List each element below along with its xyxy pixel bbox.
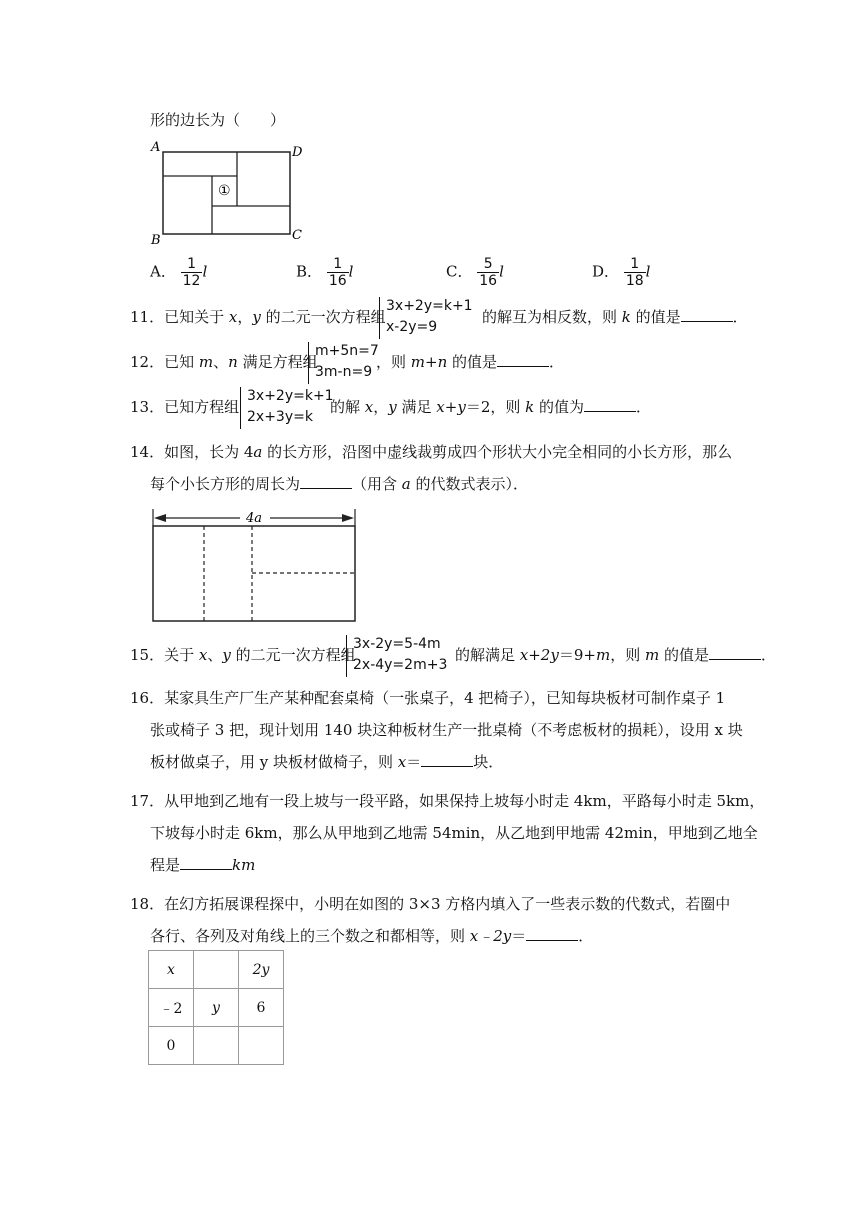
grid-cell: x [149, 951, 194, 989]
q18-answer-blank[interactable] [526, 926, 578, 941]
q14-width-label: 4a [246, 511, 263, 526]
q13-text-right: 的解 x，y 满足 x+y＝2，则 k 的值为 ． [330, 398, 652, 416]
option-c[interactable]: C． $\frac{5}{16}$ l [446, 256, 504, 289]
q12-text-left: 12．已知 m、n 满足方程组 [130, 353, 318, 371]
q13-text-left: 13．已知方程组 [130, 398, 240, 416]
q18-line-1: 18．在幻方拓展课程探中，小明在如图的 3×3 方格内填入了一些表示数的代数式，若圈中 [130, 895, 731, 913]
q13-system: 3x+2y=k+1 2x+3y=k [247, 388, 334, 425]
q12-brace [308, 342, 309, 384]
grid-cell: ﹣2 [149, 989, 194, 1027]
magic-square-grid [148, 950, 284, 1065]
q17-line-2: 下坡每小时走 6km，那么从甲地到乙地需 54min，从乙地到甲地需 42min，甲地到乙地全 [150, 824, 758, 842]
q15-brace [346, 635, 347, 677]
q11-brace [379, 297, 380, 339]
q11-answer-blank[interactable] [681, 307, 733, 322]
grid-cell: y [194, 989, 239, 1027]
q15-answer-blank[interactable] [709, 645, 761, 660]
q12-text-right: ，则 m+n 的值是 ． [376, 353, 565, 371]
q14-line-2: 每个小长方形的周长为 （用含 a 的代数式表示）． [150, 475, 529, 493]
q15-system: 3x-2y=5-4m 2x-4y=2m+3 [353, 636, 448, 673]
q12-answer-blank[interactable] [497, 352, 549, 367]
q11-text-left: 11．已知关于 x，y 的二元一次方程组 [130, 308, 386, 326]
q16-line-2: 张或椅子 3 把，现计划用 140 块这种板材生产一批桌椅（不考虑板材的损耗），设用 x 块 [150, 721, 743, 739]
label-d: D [292, 145, 303, 160]
grid-cell: 2y [239, 951, 284, 989]
grid-cell [239, 1027, 284, 1065]
q15-text-right: 的解满足 x+2y＝9+m，则 m 的值是 ． [455, 646, 776, 664]
option-a[interactable]: A． $\frac{1}{12}$ l [150, 256, 208, 289]
q16-line-1: 16．某家具生产厂生产某种配套桌椅（一张桌子，4 把椅子），已知每块板材可制作桌子 1 [130, 689, 726, 707]
grid-cell: 0 [149, 1027, 194, 1065]
q14-line-1: 14．如图，长为 4a 的长方形，沿图中虚线裁剪成四个形状大小完全相同的小长方形，那么 [130, 443, 733, 461]
option-d[interactable]: D． $\frac{1}{18}$ l [592, 256, 651, 289]
label-a: A [151, 140, 161, 155]
q14-answer-blank[interactable] [300, 474, 352, 489]
grid-cell [194, 951, 239, 989]
q14-rectangle-figure [148, 506, 363, 626]
grid-cell [194, 1027, 239, 1065]
label-region-1: ① [218, 183, 231, 199]
q18-line-2: 各行、各列及对角线上的三个数之和都相等，则 x﹣2y＝ ． [150, 927, 594, 945]
q11-system: 3x+2y=k+1 x-2y=9 [386, 298, 473, 335]
q13-brace [240, 387, 241, 429]
option-b[interactable]: B． $\frac{1}{16}$ l [296, 256, 354, 289]
q13-answer-blank[interactable] [584, 397, 636, 412]
q10-rectangle-figure [145, 135, 315, 247]
label-b: B [151, 233, 161, 247]
q16-line-3: 板材做桌子，用 y 块板材做椅子，则 x＝ 块． [150, 753, 504, 771]
q17-line-3: 程是 km [150, 856, 256, 874]
q17-line-1: 17．从甲地到乙地有一段上坡与一段平路，如果保持上坡每小时走 4km，平路每小时走 5km， [130, 792, 765, 810]
grid-cell: 6 [239, 989, 284, 1027]
q17-answer-blank[interactable] [180, 855, 232, 870]
label-c: C [292, 228, 302, 243]
q15-text-left: 15．关于 x、y 的二元一次方程组 [130, 646, 356, 664]
q11-text-right: 的解互为相反数，则 k 的值是 ． [482, 308, 748, 326]
q16-answer-blank[interactable] [421, 752, 473, 767]
q12-system: m+5n=7 3m-n=9 [315, 343, 379, 380]
q10-stem-tail: 形的边长为（ ） [150, 111, 286, 129]
